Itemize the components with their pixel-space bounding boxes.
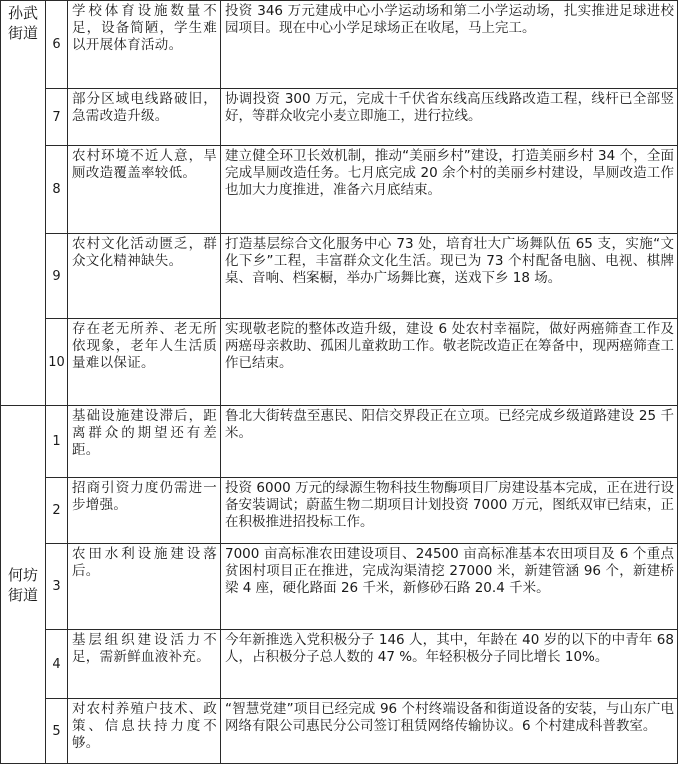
row-number: 2 [46, 478, 68, 544]
table-row [1, 699, 678, 764]
problem-cell: 存在老无所养、老无所依现象，老年人生活质量难以保证。 [68, 319, 221, 406]
table-row [1, 146, 678, 234]
problem-cell: 农村环境不近人意，旱厕改造覆盖率较低。 [68, 146, 221, 234]
table-row [1, 319, 678, 406]
measure-cell: 实现敬老院的整体改造升级，建设 6 处农村幸福院，做好两癌筛查工作及两癌母亲救助、孤困儿童救助工作。敬老院改造正在筹备中，现两癌筛查工作已结束。 [221, 319, 678, 406]
table-row [1, 234, 678, 319]
measure-cell: 今年新推选入党积极分子 146 人，其中，年龄在 40 岁的以下的中青年 68 人，占积极分子总人数的 47 %。年轻积极分子同比增长 10%。 [221, 630, 678, 699]
row-number: 7 [46, 89, 68, 146]
row-number: 8 [46, 146, 68, 234]
problem-cell: 招商引资力度仍需进一步增强。 [68, 478, 221, 544]
measure-cell: 7000 亩高标准农田建设项目、24500 亩高标准基本农田项目及 6 个重点贫困村项目正在推进，完成沟渠清挖 27000 米，新建管涵 96 个，新建桥梁 4 座，硬化路面 26 千米，新修砂石路 20.4 千米。 [221, 544, 678, 630]
row-number: 4 [46, 630, 68, 699]
problem-cell: 农村文化活动匮乏，群众文化精神缺失。 [68, 234, 221, 319]
row-number: 10 [46, 319, 68, 406]
table-row [1, 544, 678, 630]
row-number: 5 [46, 699, 68, 764]
table-row [1, 406, 678, 478]
row-number: 6 [46, 1, 68, 89]
measure-cell: 投资 6000 万元的绿源生物科技生物酶项目厂房建设基本完成，正在进行设备安装调试；蔚蓝生物二期项目计划投资 7000 万元，图纸双审已结束，正在积极推进招投标工作。 [221, 478, 678, 544]
street-cell: 孙武街道 [1, 1, 46, 406]
table-row [1, 630, 678, 699]
row-number: 3 [46, 544, 68, 630]
street-cell: 何坊街道 [1, 406, 46, 764]
measure-cell: 鲁北大街转盘至惠民、阳信交界段正在立项。已经完成乡级道路建设 25 千米。 [221, 406, 678, 478]
problem-cell: 农田水利设施建设落后。 [68, 544, 221, 630]
measure-cell: 建立健全环卫长效机制，推动“美丽乡村”建设，打造美丽乡村 34 个，全面完成旱厕改造任务。七月底完成 20 余个村的美丽乡村建设，旱厕改造工作也加大力度推进，准备六月底结束。 [221, 146, 678, 234]
row-number: 9 [46, 234, 68, 319]
measure-cell: 协调投资 300 万元，完成十千伏省东线高压线路改造工程，线杆已全部竖好，等群众收完小麦立即施工，进行拉线。 [221, 89, 678, 146]
measure-cell: “智慧党建”项目已经完成 96 个村终端设备和街道设备的安装，与山东广电网络有限公司惠民分公司签订租赁网络传输协议。6 个村建成科普教室。 [221, 699, 678, 764]
problem-cell: 基础设施建设滞后，距离群众的期望还有差距。 [68, 406, 221, 478]
problem-cell: 基层组织建设活力不足，需新鲜血液补充。 [68, 630, 221, 699]
table-row [1, 478, 678, 544]
problem-cell: 学校体育设施数量不足，设备简陋，学生难以开展体育活动。 [68, 1, 221, 89]
table-row [1, 89, 678, 146]
measure-cell: 投资 346 万元建成中心小学运动场和第二小学运动场，扎实推进足球进校园项目。现在中心小学足球场正在收尾，马上完工。 [221, 1, 678, 89]
problem-cell: 部分区域电线路破旧，急需改造升级。 [68, 89, 221, 146]
table-row [1, 1, 678, 89]
measure-cell: 打造基层综合文化服务中心 73 处，培育壮大广场舞队伍 65 支，实施“文化下乡”工程，丰富群众文化生活。现已为 73 个村配备电脑、电视、棋牌桌、音响、档案橱，举办广场舞比赛，送戏下乡 18 场。 [221, 234, 678, 319]
problem-cell: 对农村养殖户技术、政策、信息扶持力度不够。 [68, 699, 221, 764]
row-number: 1 [46, 406, 68, 478]
